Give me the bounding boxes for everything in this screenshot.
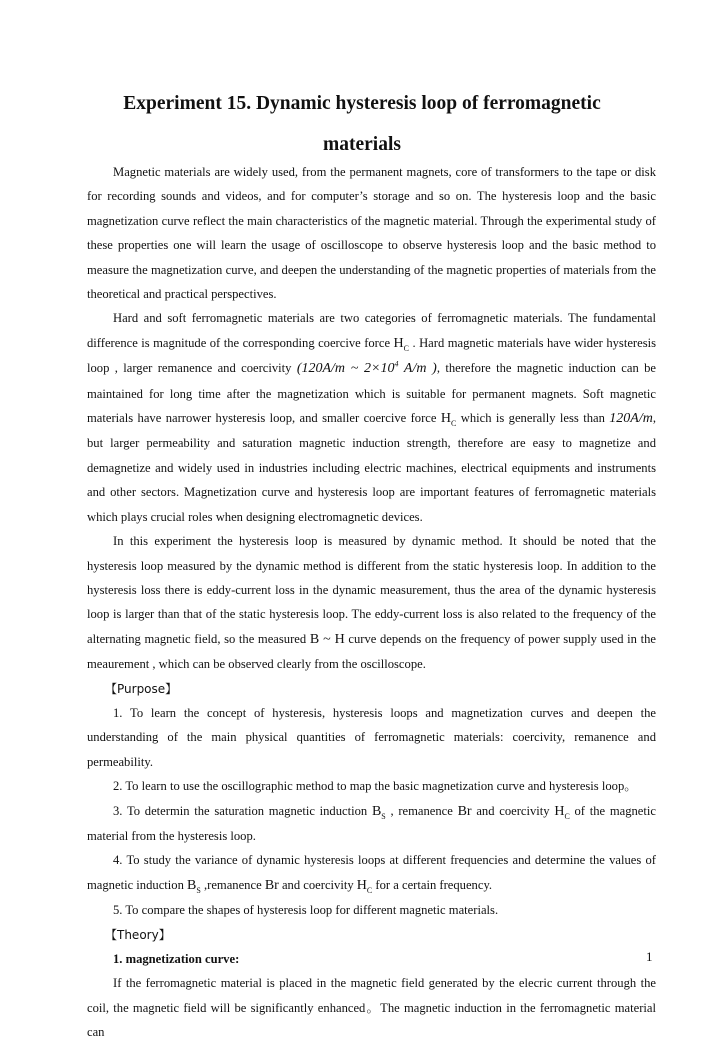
theory-subheading: 1. magnetization curve: [113, 952, 240, 966]
intro-paragraph: Magnetic materials are widely used, from the permanent magnets, core of transformers to the tape or disk for recording sounds and videos, and for computer’s storage and so on. The hysteresis loop and the basic magnetization curve reflect the main characteristics of the magnetic material. Through the experimental study of these properties one will learn the usage of oscilloscope to observe hysteresis loop and the basic method to measure the magnetization curve, and deepen the understanding of the magnetic properties of materials from the theoretical and practical perspectives. [87, 165, 656, 302]
text: Hard and soft ferromagnetic materials are two categories of ferromagnetic materials. The fundamental difference is magnitude of the corresponding coercive force [87, 311, 656, 350]
purpose-item-5: 5. To compare the shapes of hysteresis loop for different magnetic materials. [113, 903, 499, 918]
title-line-1: Experiment 15. Dynamic hysteresis loop of ferromagnetic [123, 93, 601, 114]
hc-symbol: $H_C$ [393, 335, 409, 353]
text: curve depends on the frequency of power supply used in the meaurement , which can be observed clearly from the oscilloscope. [87, 631, 656, 672]
hard-soft-paragraph [87, 306, 656, 529]
theory-heading: 【Theory】 [105, 927, 171, 942]
purpose-heading: 【Purpose】 [105, 681, 178, 696]
text: . Hard magnetic materials have wider hysteresis loop , larger remanence and coercivity [87, 335, 657, 376]
page-number: 1 [646, 949, 653, 964]
text: , therefore the magnetic induction can be maintained for long time after the magnetization which is suitable for permanent magnets. Soft magnetic materials have narrower hysteresis loop, and smaller coercive force [87, 361, 656, 426]
theory-paragraph: If the ferromagnetic material is placed in the magnetic field generated by the elecric current through the coil, the magnetic field will be significantly enhanced。The magnetic induction in the ferromagnetic material can [87, 976, 656, 1040]
value-120: 120A/m [609, 411, 653, 427]
purpose-item-3: 3. To determin the saturation magnetic induction $B_S$ , remanence Br and coercivity $H_C$ of the magnetic material from the hysteresis loop. [87, 803, 656, 843]
text: which is generally less than [456, 411, 610, 426]
coercivity-range: (120A/m ~ $2\times 10^4$ A/m ) [296, 359, 437, 377]
hc-symbol: $H_C$ [440, 411, 457, 428]
dynamic-method-paragraph [87, 529, 656, 676]
purpose-item-2: 2. To learn to use the oscillographic method to map the basic magnetization curve and hysteresis loop。 [113, 779, 637, 794]
document-body [87, 160, 656, 1045]
purpose-item-4: 4. To study the variance of dynamic hysteresis loops at different frequencies and determine the values of magnetic induction $B_S$ ,remanence Br and coercivity $H_C$ for a certain frequency. [87, 853, 656, 895]
bh-symbol: B ~ H [309, 631, 345, 647]
text: , but larger permeability and saturation magnetic induction strength, therefore are easy to magnetize and demagnetize and widely used in industries including electric machines, electrical equipments and instruments and other sectors. Magnetization curve and hysteresis loop are important features of ferromagnetic materials which plays crucial roles when designing electromagnetic devices. [87, 411, 656, 524]
text: In this experiment the hysteresis loop is measured by dynamic method. It should be noted that the hysteresis loop measured by the dynamic method is different from the static hysteresis loop. In addition to the hysteresis loss there is eddy-current loss in the dynamic measurement, thus the area of the dynamic hysteresis loop is larger than that of the static hysteresis loop. The eddy-current loss is also related to the frequency of the alternating magnetic field, so the measured [87, 534, 656, 646]
purpose-item-1: 1. To learn the concept of hysteresis, hysteresis loops and magnetization curves and deepen the understanding of the main physical quantities of ferromagnetic materials: coercivity, remanence and permeability. [87, 705, 656, 769]
title-line-2: materials [323, 134, 401, 155]
